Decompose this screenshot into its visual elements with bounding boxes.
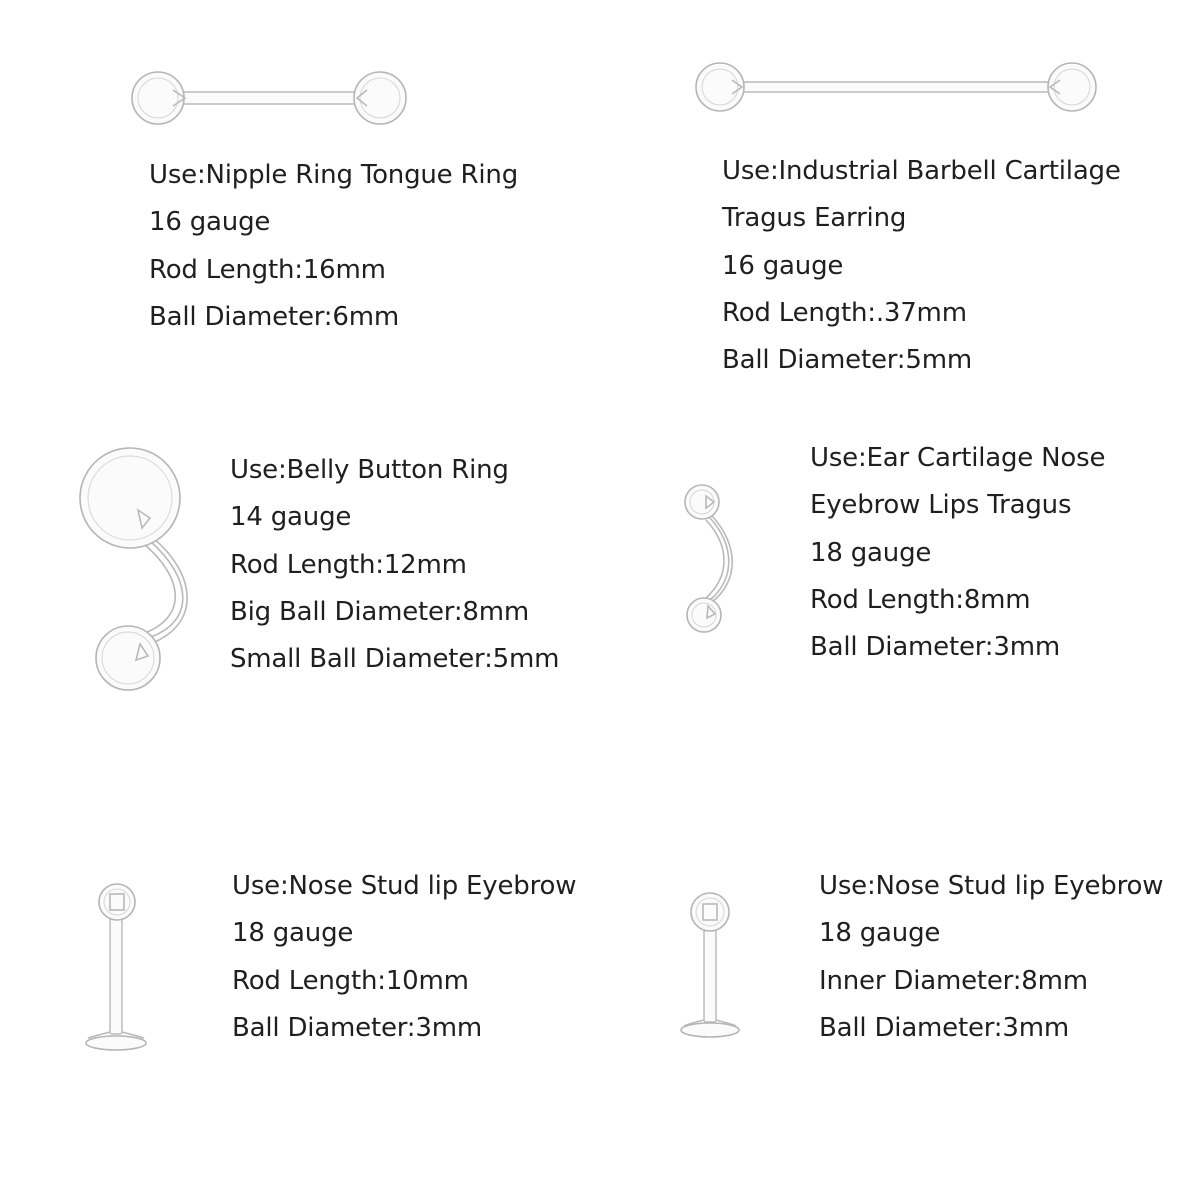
product-info-belly-button-ring [230,447,559,683]
use-label-cont: Eyebrow Lips Tragus [810,490,1072,521]
rod-length-label: Rod Length:16mm [149,254,386,285]
product-info-labret-stud-1 [232,863,576,1052]
inner-diameter-label: Inner Diameter:8mm [819,965,1088,996]
product-info-labret-stud-2 [819,863,1163,1052]
ball-diameter-label: Ball Diameter:6mm [149,301,399,332]
product-info-industrial-barbell [722,148,1121,384]
use-label: Use:Nose Stud lip Eyebrow [819,871,1164,901]
use-label-cont: Tragus Earring [722,203,907,234]
gauge-label: 18 gauge [819,918,941,949]
labret-stud-icon [82,880,154,1055]
rod-length-label: Rod Length:8mm [810,584,1031,615]
gauge-label: 18 gauge [810,537,932,568]
rod-length-label: Rod Length:12mm [230,549,467,580]
ball-diameter-label: Ball Diameter:3mm [819,1012,1069,1043]
curved-belly-ring-icon [78,446,208,696]
product-info-curved-barbell [810,435,1105,671]
labret-stud-icon [678,890,750,1040]
product-info-straight-barbell [149,152,518,341]
rod-length-label: Rod Length:.37mm [722,297,967,328]
use-label: Use:Industrial Barbell Cartilage [722,156,1121,186]
gauge-label: 16 gauge [149,207,271,238]
ball-diameter-label: Ball Diameter:3mm [810,632,1060,663]
gauge-label: 14 gauge [230,502,352,533]
straight-barbell-icon [125,68,415,138]
small-ball-diameter-label: Small Ball Diameter:5mm [230,644,560,675]
use-label: Use:Belly Button Ring [230,455,509,485]
gauge-label: 16 gauge [722,250,844,281]
industrial-barbell-icon [692,60,1102,120]
use-label: Use:Nipple Ring Tongue Ring [149,160,518,190]
use-label: Use:Nose Stud lip Eyebrow [232,871,577,901]
use-label: Use:Ear Cartilage Nose [810,443,1106,473]
ball-diameter-label: Ball Diameter:5mm [722,345,972,376]
big-ball-diameter-label: Big Ball Diameter:8mm [230,596,529,627]
ball-diameter-label: Ball Diameter:3mm [232,1012,482,1043]
rod-length-label: Rod Length:10mm [232,965,469,996]
gauge-label: 18 gauge [232,918,354,949]
curved-barbell-icon [680,482,750,638]
